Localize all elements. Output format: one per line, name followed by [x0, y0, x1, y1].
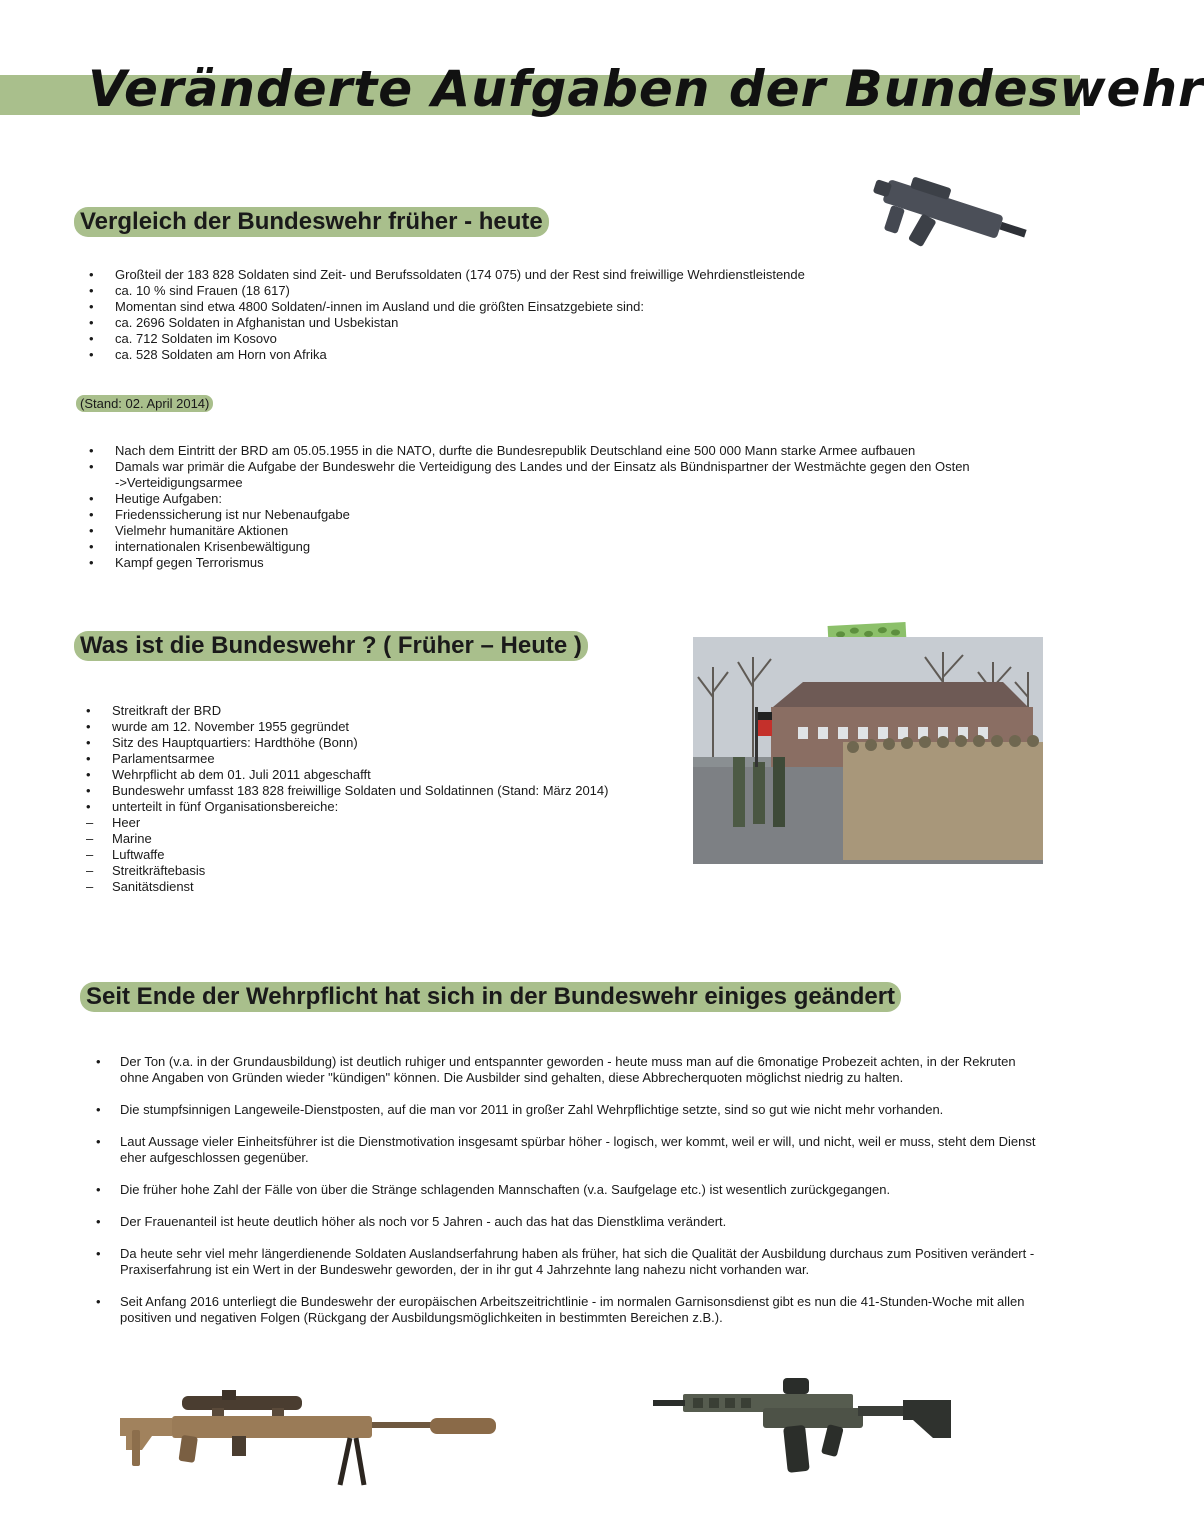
submachine-gun-icon — [862, 170, 1040, 270]
list-item: • Parlamentsarmee — [86, 751, 215, 766]
list-item: • Bundeswehr umfasst 183 828 freiwillige Soldaten und Soldatinnen (Stand: März 2014) — [86, 783, 609, 798]
list-item: • Wehrpflicht ab dem 01. Juli 2011 abgeschafft — [86, 767, 371, 782]
list-item: – Streitkräftebasis — [86, 863, 206, 878]
list-item: • Großteil der 183 828 Soldaten sind Zeit- und Berufssoldaten (174 075) und der Rest sind freiwillige Wehrdienstleistende — [89, 267, 805, 282]
list-item: • ca. 712 Soldaten im Kosovo — [89, 331, 277, 346]
list-item: • internationalen Krisenbewältigung — [89, 539, 311, 554]
section-heading-vergleich: Vergleich der Bundeswehr früher - heute — [74, 207, 549, 237]
list-item: – Heer — [86, 815, 141, 830]
list-item: • Seit Anfang 2016 unterliegt die Bundeswehr der europäischen Arbeitszeitrichtlinie - im normalen Garnisonsdienst gibt es nun die 41-Stunden-Woche mit allen positiven und negativen Folgen (Rückgang der Ausbildungsmöglichkeiten in bestimmten Bereichen z.B.). — [96, 1294, 1025, 1325]
was-ist-list — [86, 703, 609, 895]
list-item: • Der Ton (v.a. in der Grundausbildung) ist deutlich ruhiger und entspannter geworden - heute muss man auf die 6monatige Probezeit achten, in der Rekruten ohne Angaben von Gründen wieder "kündigen" können. Die Ausbilder sind gehalten, diese Abbrecherquoten möglichst niedrig zu halten. — [96, 1054, 1016, 1085]
list-item: – Luftwaffe — [86, 847, 165, 862]
list-item: • ca. 528 Soldaten am Horn von Afrika — [89, 347, 327, 362]
list-item: • unterteilt in fünf Organisationsbereiche: — [86, 799, 339, 814]
section-heading-wehrpflicht: Seit Ende der Wehrpflicht hat sich in der Bundeswehr einiges geändert — [80, 982, 901, 1012]
vergleich-list — [89, 267, 805, 363]
list-item: • Friedenssicherung ist nur Nebenaufgabe — [89, 507, 350, 522]
section-heading-was-ist: Was ist die Bundeswehr ? ( Früher – Heute ) — [74, 631, 588, 661]
list-item: • Die früher hohe Zahl der Fälle von über die Stränge schlagenden Mannschaften (v.a. Saufgelage etc.) ist wesentlich zurückgegangen. — [96, 1182, 891, 1197]
list-item: • Laut Aussage vieler Einheitsführer ist die Dienstmotivation insgesamt spürbar höher - logisch, wer kommt, weil er will, und nicht, weil er muss, steht dem Dienst eher aufgeschlossen gegenüber. — [96, 1134, 1036, 1165]
list-item: • Vielmehr humanitäre Aktionen — [89, 523, 289, 538]
list-item: • Da heute sehr viel mehr längerdienende Soldaten Auslandserfahrung haben als früher, hat sich die Qualität der Ausbildung durchaus zum Positiven verändert - Praxiserfahrung ist ein Wert in der Bundeswehr geworden, der in ihr gut 4 Jahrzehnte lang nahezu nicht vorhanden war. — [96, 1246, 1035, 1277]
soldiers-photo — [693, 637, 1043, 864]
list-item: • Heutige Aufgaben: — [89, 491, 222, 506]
list-item: • Momentan sind etwa 4800 Soldaten/-innen im Ausland und die größten Einsatzgebiete sind: — [89, 299, 645, 314]
aenderungen-list — [96, 1054, 1040, 1342]
list-item: ->Verteidigungsarmee — [115, 475, 243, 490]
list-item: • Der Frauenanteil ist heute deutlich höher als noch vor 5 Jahren - auch das hat das Dienstklima verändert. — [96, 1214, 727, 1229]
list-item: • Streitkraft der BRD — [86, 703, 222, 718]
aufgaben-list — [89, 443, 970, 571]
page-title: Veränderte Aufgaben der Bundeswehr — [88, 60, 1204, 118]
list-item: – Marine — [86, 831, 152, 846]
list-item: • Damals war primär die Aufgabe der Bundeswehr die Verteidigung des Landes und der Einsatz als Bündnispartner der Westmächte gegen den Osten — [89, 459, 970, 474]
list-item: • Die stumpfsinnigen Langeweile-Dienstposten, auf die man vor 2011 in großer Zahl Wehrpflichtige setzte, sind so gut wie nicht mehr vorhanden. — [96, 1102, 944, 1117]
list-item: • Sitz des Hauptquartiers: Hardthöhe (Bonn) — [86, 735, 358, 750]
list-item: • Nach dem Eintritt der BRD am 05.05.1955 in die NATO, durfte die Bundesrepublik Deutschland eine 500 000 Mann starke Armee aufbauen — [89, 443, 916, 458]
assault-rifle-icon — [653, 1378, 953, 1478]
stand-note: (Stand: 02. April 2014) — [76, 395, 213, 412]
list-item: • wurde am 12. November 1955 gegründet — [86, 719, 350, 734]
list-item: – Sanitätsdienst — [86, 879, 194, 894]
list-item: • Kampf gegen Terrorismus — [89, 555, 264, 570]
list-item: • ca. 10 % sind Frauen (18 617) — [89, 283, 290, 298]
sniper-rifle-icon — [112, 1390, 500, 1490]
list-item: • ca. 2696 Soldaten in Afghanistan und Usbekistan — [89, 315, 399, 330]
